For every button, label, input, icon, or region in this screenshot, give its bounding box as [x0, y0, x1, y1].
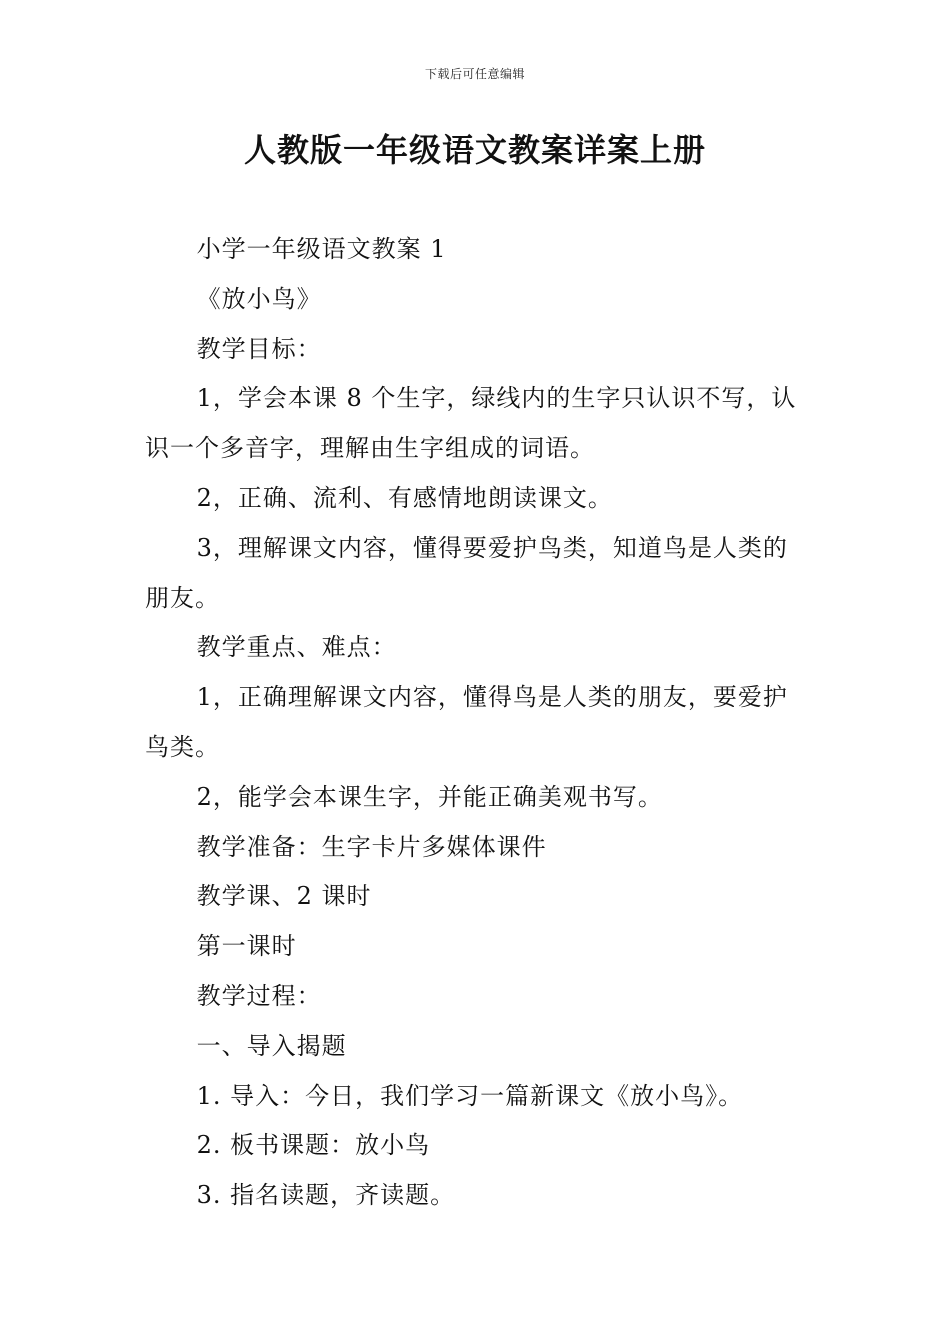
paragraph-process-heading: 教学过程：: [196, 981, 322, 1010]
paragraph-first-period: 第一课时: [196, 932, 297, 961]
paragraph-key-points-heading: 教学重点、难点：: [196, 633, 397, 662]
paragraph-objective-1: 1，学会本课 8 个生字，绿线内的生字只认识不写，认识一个多音字，理解由生字组成的词语。: [145, 384, 797, 463]
document-title: 人教版一年级语文教案详案上册: [243, 131, 706, 169]
paragraph-step-1: 1. 导入：今日，我们学习一篇新课文《放小鸟》。: [196, 1081, 744, 1110]
document-body: [145, 225, 807, 1221]
paragraph-preparation: 教学准备：生字卡片多媒体课件: [196, 832, 547, 861]
paragraph-key-point-1: 1，正确理解课文内容，懂得鸟是人类的朋友，要爱护鸟类。: [145, 683, 788, 761]
paragraph-objective-3: 3，理解课文内容，懂得要爱护鸟类，知道鸟是人类的朋友。: [145, 533, 788, 612]
paragraph-section-one: 一、导入揭题: [196, 1031, 347, 1060]
paragraph-lesson-title: 《放小鸟》: [196, 284, 322, 313]
header-note: 下载后可任意编辑: [424, 67, 525, 81]
paragraph-class-hours: 教学课、2 课时: [196, 882, 372, 911]
paragraph-objective-2: 2，正确、流利、有感情地朗读课文。: [196, 483, 613, 512]
paragraph-lesson-heading: 小学一年级语文教案 1: [196, 235, 447, 263]
paragraph-step-2: 2. 板书课题：放小鸟: [196, 1131, 431, 1160]
paragraph-objectives-heading: 教学目标：: [196, 334, 322, 363]
paragraph-step-3: 3. 指名读题，齐读题。: [196, 1181, 456, 1210]
paragraph-key-point-2: 2，能学会本课生字，并能正确美观书写。: [196, 782, 663, 811]
